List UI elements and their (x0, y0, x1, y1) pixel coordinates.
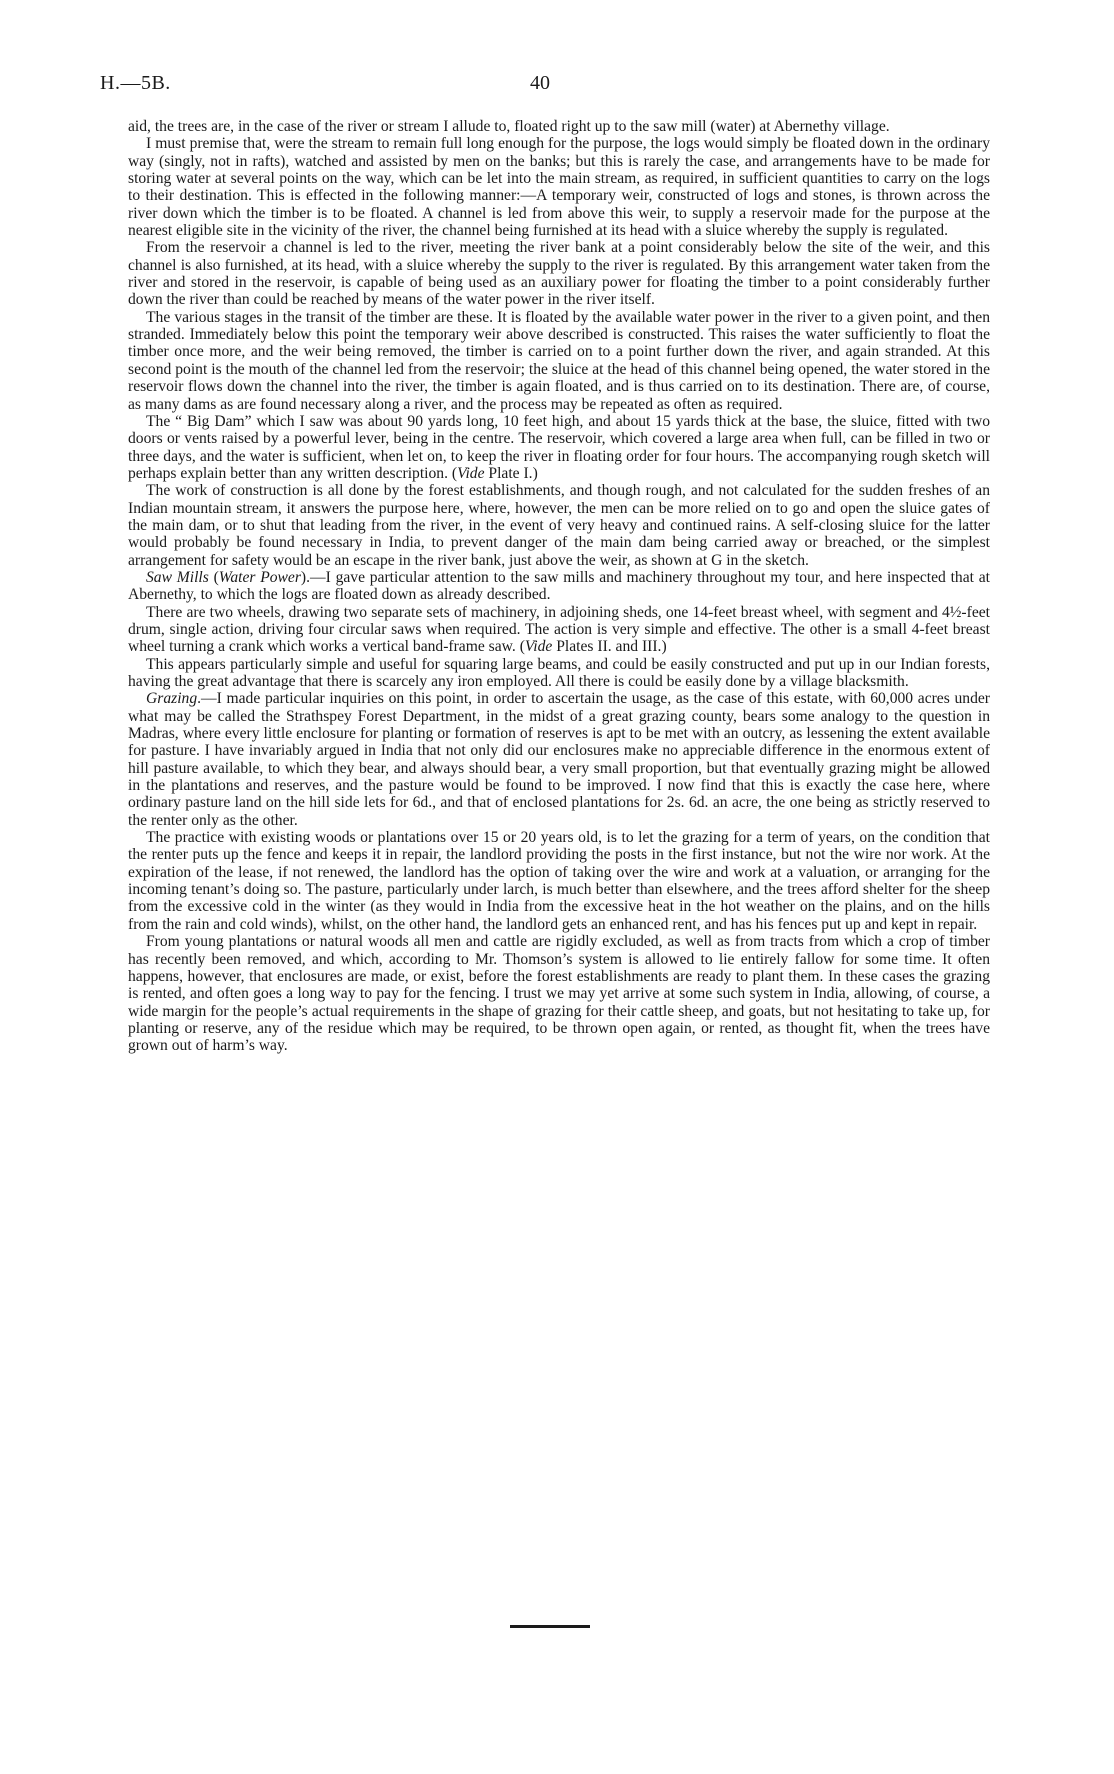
paragraph-premise: I must premise that, were the stream to remain full long enough for the purpose, the logs would simply be floated down in the ordinary way (singly, not in rafts), watched and assisted by men on the banks; but this is rarely the case, and arrangements have to be made for storing water at several points on the way, which can be let into the main stream, as required, in sufficient quantities to carry on the logs to their destination. This is effected in the following manner:—A temporary weir, constructed of logs and stones, is thrown across the river down which the timber is to be floated. A channel is led from above this weir, to supply a reservoir made for the purpose at the nearest eligible site in the vicinity of the river, the channel being furnished at its head with a sluice whereby the supply is regulated. (128, 135, 990, 240)
paragraph-continuation: aid, the trees are, in the case of the river or stream I allude to, floated right up to the saw mill (water) at Abernethy village. (128, 118, 890, 135)
paragraph-construction: The work of construction is all done by the forest establishments, and though rough, and not calculated for the sudden freshes of an Indian mountain stream, it answers the purpose here, where, however, the men can be more relied on to go and open the sluice gates of the main dam, or to shut that leading from the river, in the event of very heavy and continued rains. A self-closing sluice for the latter would probably be found necessary in India, to prevent danger of the main dam being carried away or breached, or the simplest arrangement for safety would be an escape in the river bank, just above the weir, as shown at G in the sketch. (128, 482, 990, 569)
body-text (128, 118, 990, 1055)
paragraph-wheels: There are two wheels, drawing two separate sets of machinery, in adjoining sheds, one 14-feet breast wheel, with segment and 4½-feet drum, single action, driving four circular saws when required. The action is very simple and effective. The other is a small 4-feet breast wheel turning a crank which works a vertical band-frame saw. (Vide Plates II. and III.) (128, 603, 990, 656)
document-reference: H.—5B. (100, 72, 171, 94)
saw-mills-heading: Saw Mills (146, 568, 209, 586)
paragraph-squaring-beams: This appears particularly simple and useful for squaring large beams, and could be easily constructed and put up in our Indian forests, having the great advantage that there is scarcely any iron employed. All there is could be easily done by a village blacksmith. (128, 655, 990, 690)
paragraph-big-dam: The “ Big Dam” which I saw was about 90 yards long, 10 feet high, and about 15 yards thick at the base, the sluice, fitted with two doors or vents raised by a powerful lever, being in the centre. The reservoir, which covered a large area when full, can be filled in two or three days, and the water is sufficient, when let on, to keep the river in floating order for four hours. The accompanying rough sketch will perhaps explain better than any written description. (Vide Plate I.) (128, 412, 990, 482)
grazing-heading: Grazing (146, 690, 198, 708)
water-power-heading: Water Power (218, 568, 301, 586)
paragraph-stages: The various stages in the transit of the timber are these. It is floated by the available water power in the river to a given point, and then stranded. Immediately below this point the temporary weir above described is constructed. This raises the water sufficiently to float the timber once more, and the weir being removed, the timber is carried on to a point further down the river, and again stranded. At this second point is the mouth of the channel led from the reservoir; the sluice at the head of this channel being opened, the water stored in the reservoir flows down the channel into the river, the timber is again floated, and is thus carried on to its destination. There are, of course, as many dams as are found necessary along a river, and the process may be repeated as often as required. (128, 308, 990, 413)
paragraph-grazing: Grazing.—I made particular inquiries on this point, in order to ascertain the usage, as the case of this estate, with 60,000 acres under what may be called the Strathspey Forest Department, in the midst of a great grazing county, bears some analogy to the question in Madras, where every little enclosure for planting or formation of reserves is apt to be met with an outcry, as lessening the extent available for pasture. I have invariably argued in India that not only did our enclosures make no appreciable difference in the enormous extent of hill pasture available, to which they bear, and always should bear, a very small proportion, but that eventually grazing might be allowed in the plantations and reserves, and the pasture would be found to be improved. I now find that this is exactly the case here, where ordinary pasture land on the hill side lets for 6d., and that of enclosed plantations for 2s. 6d. an acre, the one being as strictly reserved to the renter only as the other. (128, 690, 990, 829)
end-rule (510, 1625, 590, 1628)
page-number: 40 (530, 72, 550, 94)
paragraph-grazing-practice: The practice with existing woods or plantations over 15 or 20 years old, is to let the grazing for a term of years, on the condition that the renter puts up the fence and keeps it in repair, the landlord providing the posts in the first instance, but not the wire nor work. At the expiration of the lease, if not renewed, the landlord has the option of taking over the wire and work at a valuation, or arranging for the incoming tenant’s doing so. The pasture, particularly under larch, is much better than elsewhere, and the trees afford shelter for the sheep from the excessive cold in the winter (as they would in India from the excessive heat in the hot weather on the plains, and on the hills from the rain and cold winds), whilst, on the other hand, the landlord gets an enhanced rent, and has his fences put up and kept in repair. (128, 829, 990, 933)
paragraph-saw-mills: Saw Mills (Water Power).—I gave particular attention to the saw mills and machinery throughout my tour, and here inspected that at Abernethy, to which the logs are floated down as already described. (128, 568, 990, 604)
page-header (100, 72, 980, 102)
paragraph-young-plantations: From young plantations or natural woods all men and cattle are rigidly excluded, as well as from tracts from which a crop of timber has recently been removed, and which, according to Mr. Thomson’s system is allowed to lie entirely fallow for some time. It often happens, however, that enclosures are made, or exist, before the forest establishments are ready to plant them. In these cases the grazing is rented, and often goes a long way to pay for the fencing. I trust we may yet arrive at some such system in India, allowing, of course, a wide margin for the people’s actual requirements in the shape of grazing for their cattle sheep, and goats, but not hesitating to take up, for planting or reserve, any of the residue which may be required, to be thrown open again, or rented, as thought fit, when the trees have grown out of harm’s way. (128, 933, 990, 1055)
paragraph-reservoir: From the reservoir a channel is led to the river, meeting the river bank at a point considerably below the site of the weir, and this channel is also furnished, at its head, with a sluice whereby the supply to the river is regulated. By this arrangement water taken from the river and stored in the reservoir, is capable of being used as an auxiliary power for floating the timber to a point considerably further down the river than could be reached by means of the water power in the river itself. (128, 239, 990, 309)
